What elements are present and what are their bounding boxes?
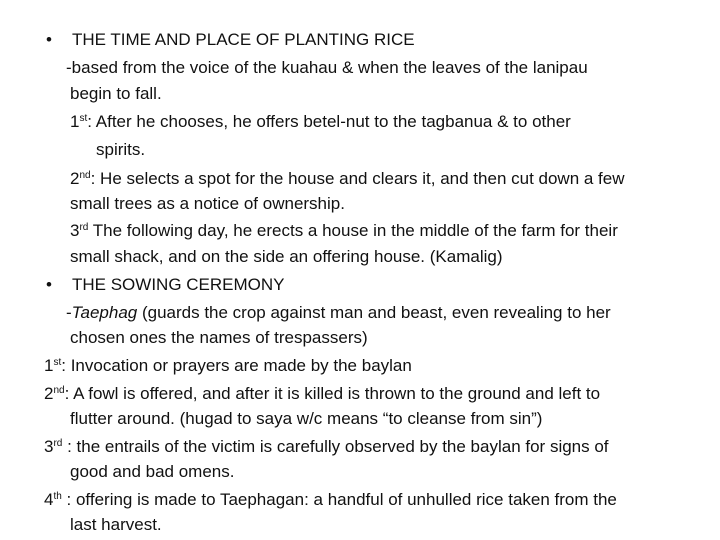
step-ordinal: st <box>79 113 88 124</box>
planting-step-1-line-1 <box>70 111 571 133</box>
bullet-icon: • <box>46 30 52 49</box>
sowing-step-3-line-1 <box>44 436 609 458</box>
step-text: : offering is made to Taephagan: a handful of unhulled rice taken from the <box>61 490 617 509</box>
planting-intro-line-1: -based from the voice of the kuahau & when the leaves of the lanipau <box>66 58 588 77</box>
sowing-step-2-line-2: flutter around. (hugad to saya w/c means “to cleanse from sin”) <box>70 409 543 428</box>
bullet-icon: • <box>46 275 52 294</box>
intro-text: (guards the crop against man and beast, even revealing to her <box>137 303 611 322</box>
step-ordinal: rd <box>53 438 63 449</box>
step-text: : Invocation or prayers are made by the baylan <box>61 356 412 375</box>
planting-step-1-line-2: spirits. <box>96 140 146 159</box>
sowing-step-4-line-1 <box>44 489 617 511</box>
sowing-intro-line-2: chosen ones the names of trespassers) <box>70 328 368 347</box>
step-ordinal: rd <box>79 222 89 233</box>
step-number: 2 <box>44 384 54 403</box>
step-number: 2 <box>70 169 80 188</box>
step-number: 3 <box>70 221 80 240</box>
step-number: 1 <box>70 112 80 131</box>
step-text: : the entrails of the victim is carefully observed by the baylan for signs of <box>62 437 609 456</box>
planting-intro-line-2: begin to fall. <box>70 84 162 103</box>
sowing-step-2-line-1 <box>44 383 600 405</box>
intro-dash: - <box>66 303 72 322</box>
planting-step-2-line-1 <box>70 168 625 190</box>
heading-planting-rice: THE TIME AND PLACE OF PLANTING RICE <box>72 30 415 49</box>
sowing-intro-line-1 <box>66 302 611 324</box>
step-ordinal: st <box>53 357 62 368</box>
sowing-step-1 <box>44 355 412 377</box>
step-text: The following day, he erects a house in the middle of the farm for their <box>88 221 618 240</box>
planting-step-3-line-2: small shack, and on the side an offering house. (Kamalig) <box>70 247 503 266</box>
step-text: : A fowl is offered, and after it is killed is thrown to the ground and left to <box>64 384 601 403</box>
step-number: 3 <box>44 437 54 456</box>
step-text: : After he chooses, he offers betel-nut to the tagbanua & to other <box>87 112 571 131</box>
step-number: 4 <box>44 490 54 509</box>
planting-step-3-line-1 <box>70 220 618 242</box>
step-ordinal: nd <box>53 385 65 396</box>
deity-name: Taephag <box>71 303 138 322</box>
step-ordinal: th <box>53 491 62 502</box>
sowing-step-4-line-2: last harvest. <box>70 515 162 534</box>
planting-step-2-line-2: small trees as a notice of ownership. <box>70 194 345 213</box>
step-ordinal: nd <box>79 170 91 181</box>
heading-sowing-ceremony: THE SOWING CEREMONY <box>72 275 285 294</box>
sowing-step-3-line-2: good and bad omens. <box>70 462 235 481</box>
step-number: 1 <box>44 356 54 375</box>
step-text: : He selects a spot for the house and clears it, and then cut down a few <box>90 169 625 188</box>
